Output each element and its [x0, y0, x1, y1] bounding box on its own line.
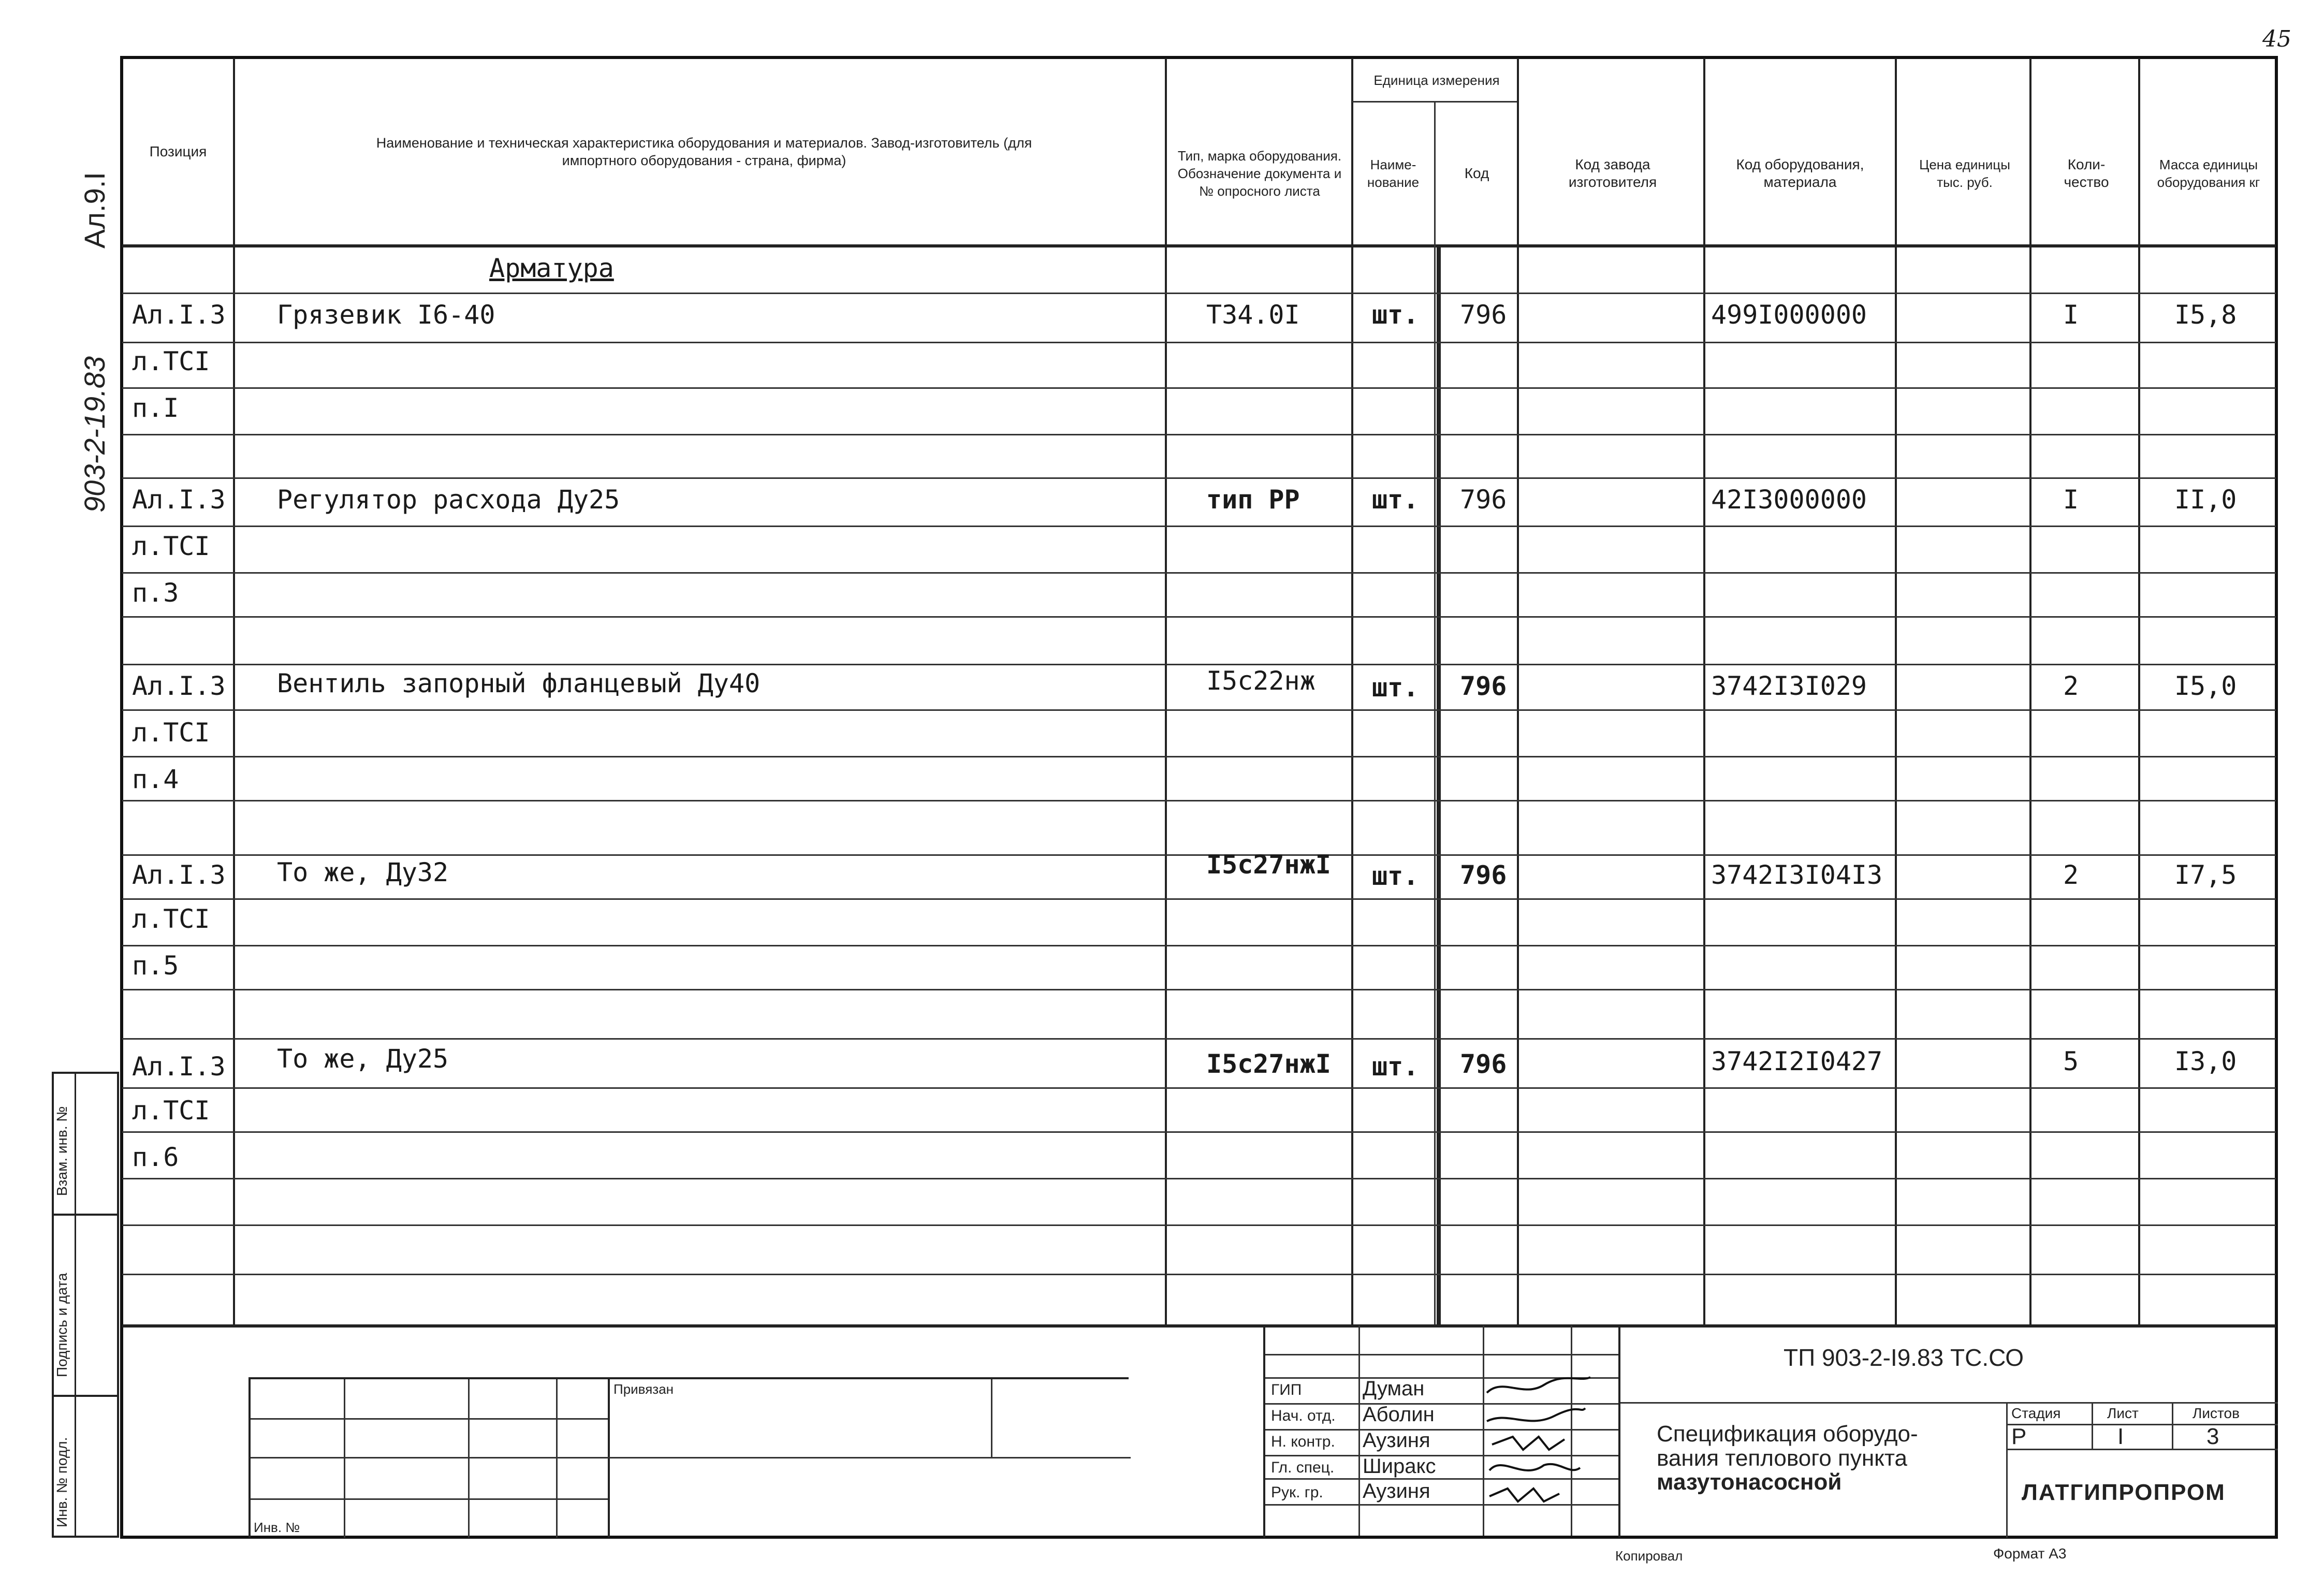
item4-qty: 2	[2063, 860, 2079, 890]
item1-code: 796	[1460, 300, 1507, 330]
doc-code: ТП 903-2-I9.83 ТС.СО	[1784, 1344, 2024, 1371]
item1-type: Т34.0I	[1206, 300, 1300, 330]
signature-2	[1487, 1408, 1585, 1421]
item2-mass: II,0	[2174, 485, 2237, 515]
header-unit-code: Код	[1464, 165, 1489, 181]
header-unit-name: Наиме- нование	[1367, 157, 1420, 190]
copied-label: Копировал	[1615, 1548, 1683, 1564]
item5-pos-2: л.TCI	[132, 1096, 210, 1126]
item3-type: I5с22нж	[1206, 666, 1316, 696]
item4-pos-2: л.TCI	[132, 904, 210, 934]
stamp-label-sign-date: Подпись и дата	[54, 1273, 70, 1377]
item4-unit: шт.	[1372, 861, 1419, 891]
item1-pos-3: п.I	[132, 393, 179, 423]
item2-pos-3: п.3	[132, 578, 179, 608]
item5-pos-3: п.6	[132, 1142, 179, 1172]
doc-title-line3: мазутонасосной	[1657, 1469, 1842, 1495]
format-label: Формат А3	[1993, 1545, 2067, 1562]
role-chief-spec: Гл. спец.	[1271, 1459, 1335, 1476]
item3-equip-code: 3742I3I029	[1711, 671, 1867, 701]
name-group-head: Аузиня	[1363, 1480, 1430, 1503]
sheets-label: Листов	[2193, 1405, 2240, 1421]
header-position: Позиция	[149, 143, 207, 159]
stamp-label-replace: Взам. инв. №	[54, 1106, 70, 1196]
page-number: 45	[2262, 26, 2291, 52]
name-norm-control: Аузиня	[1363, 1429, 1430, 1452]
item4-pos-1: Ал.I.3	[132, 860, 226, 890]
item5-type: I5с27нжI	[1206, 1049, 1331, 1079]
item3-name: Вентиль запорный фланцевый Ду40	[277, 668, 761, 698]
stamp-label-inv-orig: Инв. № подл.	[54, 1437, 70, 1527]
item1-mass: I5,8	[2174, 300, 2237, 330]
item1-pos-1: Ал.I.3	[132, 300, 226, 330]
stage-label: Стадия	[2011, 1405, 2061, 1421]
header-name: Наименование и техническая характеристика оборудования и материалов. Завод-изготовитель (для импортного оборудования - страна, фирма)	[376, 135, 1032, 168]
item3-pos-2: л.TCI	[132, 718, 210, 748]
item3-code: 796	[1460, 671, 1507, 701]
privyazan-label: Привязан	[613, 1381, 674, 1397]
header-quantity: Коли- чество	[2064, 156, 2109, 190]
item2-equip-code: 42I3000000	[1711, 485, 1867, 515]
item3-mass: I5,0	[2174, 671, 2237, 701]
item4-type: I5с27нжI	[1206, 850, 1331, 880]
header-equipment-code: Код оборудования, материала	[1736, 156, 1864, 190]
item3-unit: шт.	[1372, 673, 1419, 703]
item5-pos-1: Ал.I.3	[132, 1052, 226, 1082]
signature-3	[1492, 1437, 1565, 1450]
signature-scribbles	[1482, 1372, 1596, 1522]
signature-5	[1489, 1489, 1559, 1501]
role-head-dept: Нач. отд.	[1271, 1407, 1336, 1424]
item4-name: То же, Ду32	[277, 857, 449, 887]
item2-type: тип РР	[1206, 485, 1300, 515]
item1-unit: шт.	[1372, 300, 1419, 330]
item5-unit: шт.	[1372, 1052, 1419, 1082]
item5-code: 796	[1460, 1049, 1507, 1079]
item1-equip-code: 499I000000	[1711, 300, 1867, 330]
role-norm-control: Н. контр.	[1271, 1433, 1335, 1450]
sheets-value: 3	[2206, 1424, 2219, 1449]
item4-equip-code: 3742I3I04I3	[1711, 860, 1883, 890]
item4-code: 796	[1460, 860, 1507, 890]
header-type: Тип, марка оборудования. Обозначение документа и № опросного листа	[1177, 148, 1342, 199]
stage-value: Р	[2011, 1424, 2027, 1449]
item2-code: 796	[1460, 485, 1507, 515]
sheet-frame	[120, 56, 2278, 1539]
name-chief-spec: Ширакс	[1363, 1455, 1436, 1478]
item5-equip-code: 3742I2I0427	[1711, 1046, 1883, 1076]
item4-pos-3: п.5	[132, 951, 179, 981]
item2-pos-2: л.TCI	[132, 531, 210, 561]
name-head-dept: Аболин	[1363, 1403, 1435, 1426]
name-gip: Думан	[1363, 1377, 1425, 1400]
item2-qty: I	[2063, 485, 2079, 515]
privyazan-grid	[249, 1377, 1129, 1538]
inv-no-label: Инв. №	[254, 1520, 300, 1535]
signature-4	[1489, 1464, 1580, 1470]
signature-1	[1487, 1377, 1590, 1393]
doc-title-line1: Спецификация оборудо-	[1657, 1421, 1918, 1447]
header-price: Цена единицы тыс. руб.	[1919, 157, 2010, 190]
item1-qty: I	[2063, 300, 2079, 330]
item5-mass: I3,0	[2174, 1046, 2237, 1076]
header-plant-code: Код завода изготовителя	[1568, 156, 1657, 190]
sheet-label: Лист	[2107, 1405, 2139, 1421]
item4-mass: I7,5	[2174, 860, 2237, 890]
item5-qty: 5	[2063, 1046, 2079, 1076]
section-title: Арматура	[489, 253, 614, 283]
role-gip: ГИП	[1271, 1381, 1302, 1398]
role-group-head: Рук. гр.	[1271, 1484, 1323, 1501]
item5-name: То же, Ду25	[277, 1044, 449, 1074]
item3-pos-1: Ал.I.3	[132, 671, 226, 701]
item2-unit: шт.	[1372, 485, 1419, 515]
item3-qty: 2	[2063, 671, 2079, 701]
side-project-code: 903-2-19.83	[78, 356, 111, 513]
header-unit-group: Единица измерения	[1373, 72, 1500, 88]
side-sheet-ref: Ал.9.I	[78, 172, 111, 249]
item1-name: Грязевик I6-40	[277, 300, 495, 330]
item2-pos-1: Ал.I.3	[132, 485, 226, 515]
item3-pos-3: п.4	[132, 764, 179, 794]
header-mass: Масса единицы оборудования кг	[2157, 157, 2260, 190]
organization: ЛАТГИПРОПРОМ	[2022, 1480, 2226, 1505]
item2-name: Регулятор расхода Ду25	[277, 485, 620, 515]
sheet-value: I	[2117, 1424, 2124, 1449]
doc-title-line2: вания теплового пункта	[1657, 1446, 1907, 1471]
item1-pos-2: л.TCI	[132, 346, 210, 376]
